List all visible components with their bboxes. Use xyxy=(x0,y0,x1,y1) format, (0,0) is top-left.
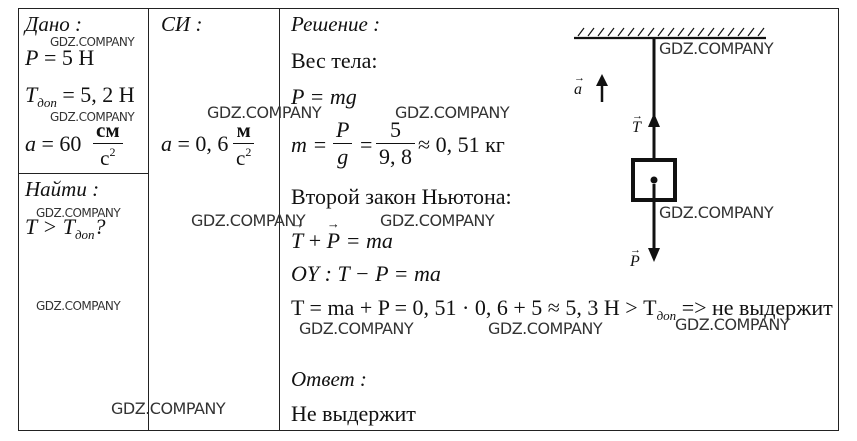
given-tension-limit: $T_{доп} = 5$, 2 Н xyxy=(25,82,135,110)
weight-arrow-head xyxy=(648,248,660,262)
watermark: GDZ.COMPANY xyxy=(50,110,135,124)
watermark: GDZ.COMPANY xyxy=(50,35,135,49)
header-find: Найти : xyxy=(25,177,100,201)
watermark: GDZ.COMPANY xyxy=(659,39,774,58)
ceiling-hatching xyxy=(574,28,766,38)
equation-mass-rhs: ≈ 0, 51 кг xyxy=(418,132,505,157)
answer-text: Не выдержит xyxy=(291,401,416,426)
header-answer: Ответ : xyxy=(291,367,367,391)
label-vector-t-arrow: → xyxy=(632,110,643,122)
given-find-divider xyxy=(18,173,149,174)
equation-projection: OY : T − P = ma xyxy=(291,261,441,286)
watermark: GDZ.COMPANY xyxy=(488,319,603,338)
table-border-right xyxy=(838,8,839,431)
equation-newton-vector: → T + → P = ma xyxy=(291,230,393,252)
label-vector-t: T xyxy=(632,119,641,136)
watermark: GDZ.COMPANY xyxy=(395,103,510,122)
equation-mass-lhs: m = xyxy=(291,132,328,157)
watermark: GDZ.COMPANY xyxy=(675,315,790,334)
equation-mass-eq: = xyxy=(360,132,373,157)
given-weight: P = 5 Н xyxy=(25,45,95,70)
watermark: GDZ.COMPANY xyxy=(191,211,306,230)
header-si: СИ : xyxy=(161,12,203,36)
watermark: GDZ.COMPANY xyxy=(380,211,495,230)
watermark: GDZ.COMPANY xyxy=(659,203,774,222)
newton-label: Второй закон Ньютона: xyxy=(291,184,512,209)
watermark: GDZ.COMPANY xyxy=(36,299,121,313)
label-vector-a-arrow: → xyxy=(574,72,585,84)
equation-weight: P = mg xyxy=(291,84,357,109)
weight-label: Вес тела: xyxy=(291,48,378,73)
label-vector-p-arrow: → xyxy=(630,244,641,256)
watermark: GDZ.COMPANY xyxy=(111,399,226,418)
acceleration-arrow-head xyxy=(596,74,608,86)
table-border-left xyxy=(18,8,19,431)
tension-arrow-head xyxy=(648,113,660,127)
label-vector-p: P xyxy=(630,253,640,270)
mass-fraction-2: 5 9, 8 xyxy=(376,119,415,168)
given-acceleration: a = 60 xyxy=(25,131,82,156)
table-border-top xyxy=(18,8,839,9)
body-center-point xyxy=(651,177,658,184)
table-border-bottom xyxy=(18,430,839,431)
watermark: GDZ.COMPANY xyxy=(299,319,414,338)
watermark: GDZ.COMPANY xyxy=(207,103,322,122)
find-question: $T > T_{доп}$? xyxy=(25,214,106,242)
si-acceleration: a = 0, 6 xyxy=(161,131,229,156)
header-solution: Решение : xyxy=(291,12,381,36)
mass-fraction-1: P g xyxy=(333,119,352,168)
equation-tension: T = ma + P = 0, 51 · 0, 6 + 5 ≈ 5, 3 $Н > T_{доп}$ => не выдержит xyxy=(291,295,833,323)
given-acceleration-unit: см $с^2$ xyxy=(93,120,123,169)
watermark: GDZ.COMPANY xyxy=(36,206,121,220)
label-vector-a: a xyxy=(574,81,582,98)
column-divider-1 xyxy=(148,8,149,431)
si-acceleration-unit: м $с^2$ xyxy=(233,120,254,169)
header-given: Дано : xyxy=(25,12,83,36)
